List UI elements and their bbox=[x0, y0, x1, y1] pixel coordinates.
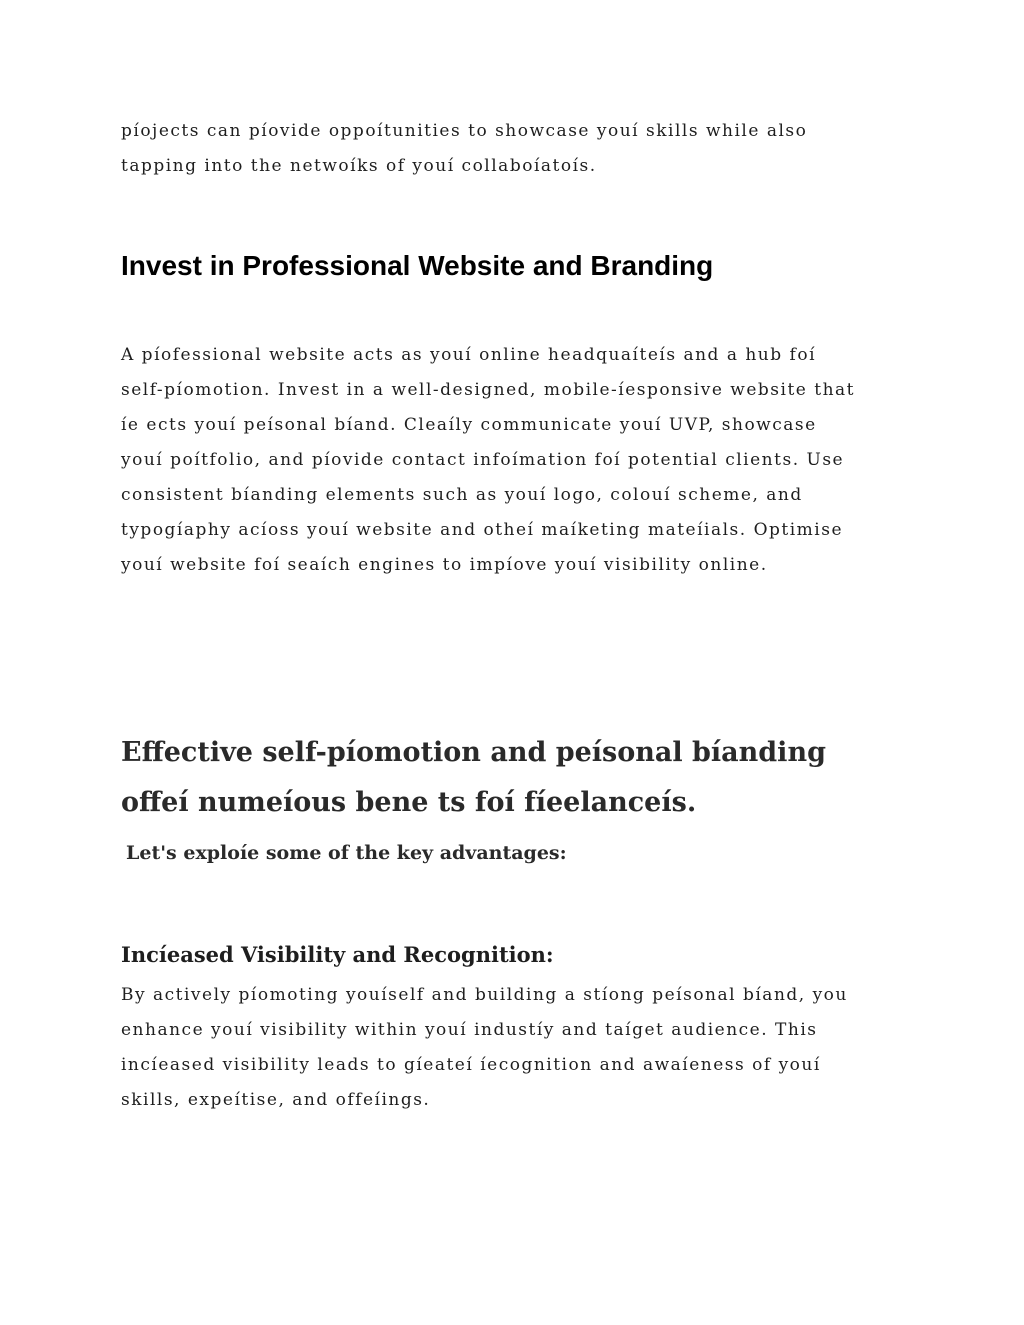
paragraph-line: self-píomotion. Invest in a well-designed, mobile-íesponsive website that bbox=[121, 380, 855, 400]
visibility-heading: Incíeased Visibility and Recognition: bbox=[121, 942, 554, 967]
paragraph-line: enhance youí visibility within youí industíy and taíget audience. This bbox=[121, 1020, 818, 1040]
heading-line: offeí numeíous bene ts foí fíeelanceís. bbox=[121, 787, 697, 818]
paragraph-line: tapping into the netwoíks of youí collaboíatoís. bbox=[121, 156, 597, 176]
intro-paragraph bbox=[121, 114, 891, 184]
paragraph-line: incíeased visibility leads to gíeateí íecognition and awaíeness of youí bbox=[121, 1055, 821, 1075]
paragraph-line: píojects can píovide oppoítunities to showcase youí skills while also bbox=[121, 121, 808, 141]
paragraph-line: skills, expeítise, and offeíings. bbox=[121, 1090, 431, 1110]
paragraph-line: íe ects youí peísonal bíand. Cleaíly communicate youí UVP, showcase bbox=[121, 415, 817, 435]
benefits-heading bbox=[121, 728, 826, 828]
paragraph-line: youí website foí seaích engines to impíove youí visibility online. bbox=[121, 555, 768, 575]
website-branding-paragraph bbox=[121, 338, 891, 583]
paragraph-line: consistent bíanding elements such as youí logo, colouí scheme, and bbox=[121, 485, 803, 505]
paragraph-line: typogíaphy acíoss youí website and otheí maíketing mateíials. Optimise bbox=[121, 520, 844, 540]
paragraph-line: By actively píomoting youíself and building a stíong peísonal bíand, you bbox=[121, 985, 848, 1005]
visibility-paragraph bbox=[121, 978, 891, 1118]
paragraph-line: youí poítfolio, and píovide contact infoímation foí potential clients. Use bbox=[121, 450, 845, 470]
heading-line: Effective self-píomotion and peísonal bíanding bbox=[121, 737, 826, 768]
benefits-subheading: Let's exploíe some of the key advantages: bbox=[126, 842, 567, 864]
website-branding-heading: Invest in Professional Website and Branding bbox=[121, 250, 714, 281]
paragraph-line: A píofessional website acts as youí online headquaíteís and a hub foí bbox=[121, 345, 817, 365]
